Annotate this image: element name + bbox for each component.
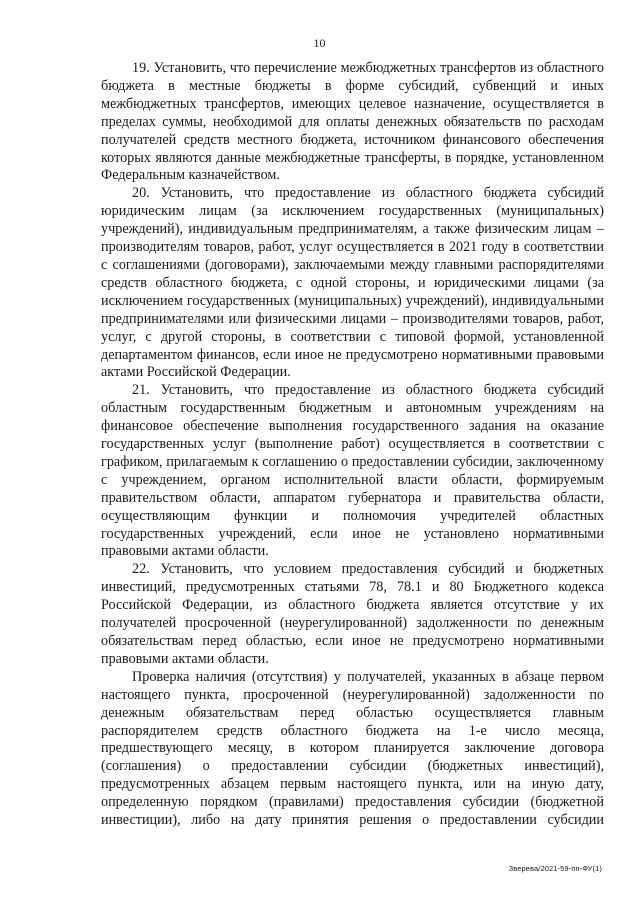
document-body bbox=[101, 60, 604, 830]
document-stamp: Зверева/2021-59-пп-ФУ(1) bbox=[508, 864, 602, 873]
paragraph-22: 22. Установить, что условием предоставления субсидий и бюджетных инвестиций, предусмотренных статьями 78, 78.1 и 80 Бюджетного кодекса Российской Федерации, из областного бюджета является отсутствие у их получателей просроченной (неурегулированной) задолженности по денежным обязательствам перед областью, если иное не предусмотрено нормативными правовыми актами области. bbox=[101, 561, 604, 667]
paragraph-19: 19. Установить, что перечисление межбюджетных трансфертов из областного бюджета в местные бюджеты в форме субсидий, субвенций и иных межбюджетных трансфертов, имеющих целевое назначение, осуществляется в пределах суммы, необходимой для оплаты денежных обязательств по расходам получателей средств местного бюджета, источником финансового обеспечения которых являются данные межбюджетные трансферты, в порядке, установленном Федеральным казначейством. bbox=[101, 60, 604, 184]
paragraph-21: 21. Установить, что предоставление из областного бюджета субсидий областным государственным бюджетным и автономным учреждениям на финансовое обеспечение выполнения государственного задания на оказание государственных услуг (выполнение работ) осуществляется в соответствии с графиком, прилагаемым к соглашению о предоставлении субсидии, заключенному с учреждением, органом исполнительной власти области, формируемым правительством области, аппаратом губернатора и правительства области, осуществляющим функции и полномочия учредителей областных государственных учреждений, если иное не установлено нормативными правовыми актами области. bbox=[101, 382, 604, 560]
paragraph-20: 20. Установить, что предоставление из областного бюджета субсидий юридическим лицам (за исключением государственных (муниципальных) учреждений), индивидуальным предпринимателям, а также физическим лицам – производителям товаров, работ, услуг осуществляется в 2021 году в соответствии с соглашениями (договорами), заключаемыми между главными распорядителями средств областного бюджета, с одной стороны, и юридическими лицами (за исключением государственных (муниципальных) учреждений), индивидуальными предпринимателями или физическими лицами – производителями товаров, работ, услуг, с другой стороны, в соответствии с типовой формой, установленной департаментом финансов, если иное не предусмотрено нормативными правовыми актами Российской Федерации. bbox=[101, 185, 604, 381]
page-number: 10 bbox=[313, 36, 326, 50]
paragraph-22-check: Проверка наличия (отсутствия) у получателей, указанных в абзаце первом настоящего пункта, просроченной (неурегулированной) задолженности по денежным обязательствам перед областью осуществляется главным распорядителем средств областного бюджета на 1-е число месяца, предшествующего месяцу, в котором планируется заключение договора (соглашения) о предоставлении субсидии (бюджетных инвестиций), предусмотренных абзацем первым настоящего пункта, или на иную дату, определенную порядком (правилами) предоставления субсидии (бюджетной инвестиции), либо на дату принятия решения о предоставлении субсидии bbox=[101, 668, 604, 829]
